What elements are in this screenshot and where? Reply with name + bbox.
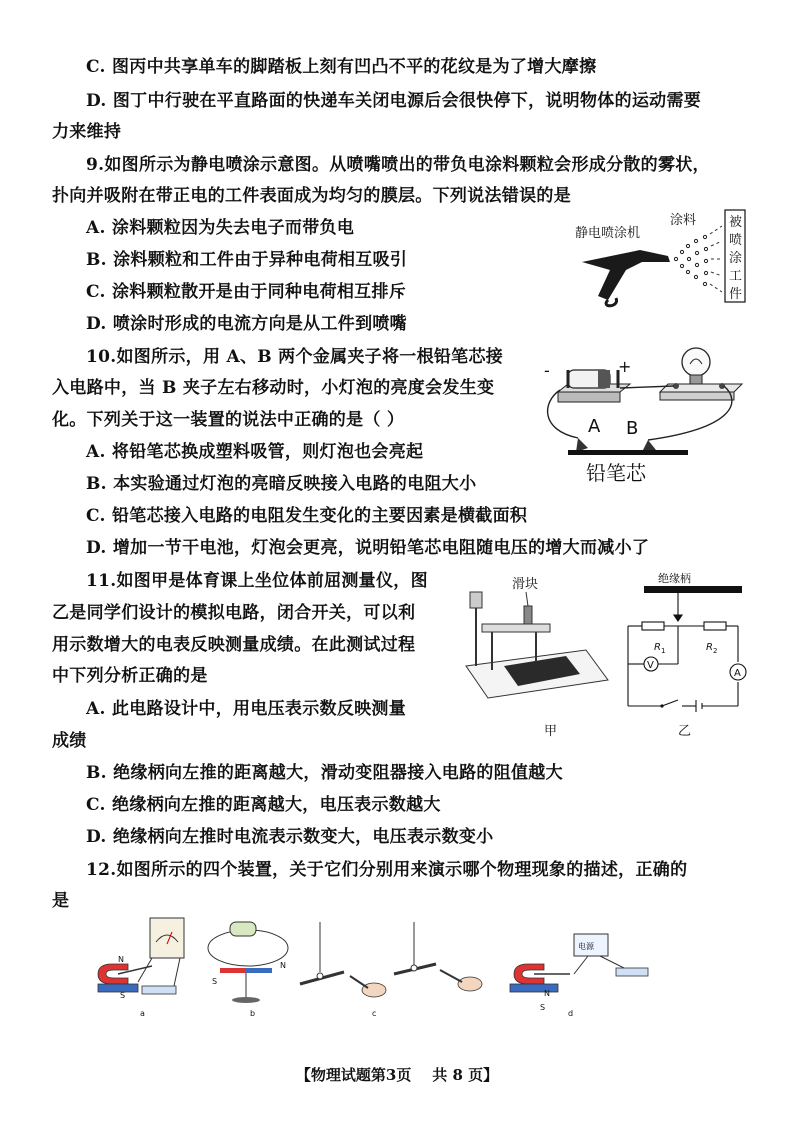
device-c <box>300 922 482 1018</box>
power-supply-label: 电源 <box>578 942 594 951</box>
q9-stem-cont: 扑向并吸附在带正电的工件表面成为均匀的膜层。下列说法错误的是 <box>52 186 571 206</box>
caption-c: c <box>372 1009 377 1018</box>
caption-b: b <box>250 1009 256 1018</box>
q10-stem-cont1: 入电路中，当 B 夹子左右移动时，小灯泡的亮度会发生变 <box>52 378 495 398</box>
plus-label: + <box>618 357 632 376</box>
caption-a: a <box>140 1009 145 1018</box>
compass-s-label: S <box>212 977 218 986</box>
workpiece-char: 工 <box>729 269 743 284</box>
spray-gun-icon <box>582 250 670 306</box>
q9-figure <box>570 204 780 316</box>
q10-figure <box>538 340 748 490</box>
sit-and-reach-device-icon <box>466 592 608 698</box>
magnet-n-label: N <box>118 955 124 964</box>
switch-icon <box>660 704 663 707</box>
workpiece-char: 喷 <box>729 233 743 248</box>
spray-lines <box>710 226 722 292</box>
insulated-handle-bar <box>644 586 742 593</box>
q12-stem: 12.如图所示的四个装置，关于它们分别用来演示哪个物理现象的描述，正确的 <box>86 860 688 880</box>
q10-option-b: B. 本实验通过灯泡的亮暗反映接入电路的电阻大小 <box>86 474 477 494</box>
q10-option-d: D. 增加一节干电池，灯泡会更亮，说明铅笔芯电阻随电压的增大而减小了 <box>86 538 650 558</box>
paint-particles <box>674 235 707 285</box>
workpiece-char: 涂 <box>729 251 743 266</box>
q11-stem-cont3: 中下列分析正确的是 <box>52 666 208 686</box>
device-d <box>510 934 648 1018</box>
compass-n-label: N <box>280 961 286 970</box>
q9-option-b: B. 涂料颗粒和工件由于异种电荷相互吸引 <box>86 250 408 270</box>
magnet-s-label-d: S <box>540 1003 546 1012</box>
pencil-lead-label: 铅笔芯 <box>586 461 646 485</box>
circuit-diagram <box>628 593 738 712</box>
q8-option-c: C. 图丙中共享单车的脚踏板上刻有凹凸不平的花纹是为了增大摩擦 <box>86 57 597 77</box>
magnet-s-label: S <box>120 991 126 1000</box>
handle-label: 绝缘柄 <box>658 572 691 585</box>
q12-figure <box>88 912 668 1022</box>
q10-option-a: A. 将铅笔芯换成塑料吸管，则灯泡也会亮起 <box>86 442 424 462</box>
q11-stem-cont2: 用示数增大的电表反映测量成绩。在此测试过程 <box>52 635 416 655</box>
workpiece-char: 被 <box>729 215 743 230</box>
r2-subscript: 2 <box>713 647 718 655</box>
q9-option-d: D. 喷涂时形成的电流方向是从工件到喷嘴 <box>86 314 407 334</box>
q10-stem-cont2: 化。下列关于这一装置的说法中正确的是（ ） <box>52 410 405 430</box>
q11-stem: 11.如图甲是体育课上坐位体前屈测量仪，图 <box>86 571 428 591</box>
r2-label: R <box>706 642 713 653</box>
q11-option-a: A. 此电路设计中，用电压表示数反映测量 <box>86 699 407 719</box>
q11-option-a-cont: 成绩 <box>52 731 87 751</box>
spray-machine-label: 静电喷涂机 <box>575 226 641 241</box>
q11-stem-cont1: 乙是同学们设计的模拟电路，闭合开关，可以利 <box>52 603 416 623</box>
q11-figure <box>456 570 756 742</box>
voltmeter-label: V <box>647 660 654 671</box>
device-a <box>98 918 184 1018</box>
clip-b-label: B <box>626 418 639 439</box>
clip-a-label: A <box>588 416 601 437</box>
horseshoe-magnet-icon <box>98 964 128 984</box>
q9-option-c: C. 涂料颗粒散开是由于同种电荷相互排斥 <box>86 282 407 302</box>
q9-option-a: A. 涂料颗粒因为失去电子而带负电 <box>86 218 355 238</box>
q9-stem: 9.如图所示为静电喷涂示意图。从喷嘴喷出的带负电涂料颗粒会形成分散的雾状， <box>86 155 710 175</box>
pencil-lead-bar <box>568 450 688 455</box>
label-jia: 甲 <box>544 724 558 739</box>
q11-option-b: B. 绝缘柄向左推的距离越大，滑动变阻器接入电路的阻值越大 <box>86 763 563 783</box>
q8-option-d-cont: 力来维持 <box>52 122 122 142</box>
minus-label: - <box>544 361 550 380</box>
q10-option-c: C. 铅笔芯接入电路的电阻发生变化的主要因素是横截面积 <box>86 506 528 526</box>
r1-label: R <box>654 642 661 653</box>
label-yi: 乙 <box>678 724 692 739</box>
q12-stem-cont: 是 <box>52 891 70 911</box>
q10-stem: 10.如图所示，用 A、B 两个金属夹子将一根铅笔芯接 <box>86 347 504 367</box>
page-footer: 【物理试题第3页 共 8 页】 <box>295 1066 499 1084</box>
q11-option-c: C. 绝缘柄向左推的距离越大，电压表示数越大 <box>86 795 441 815</box>
clip-a-icon <box>576 438 588 452</box>
caption-d: d <box>568 1009 574 1018</box>
q11-option-d: D. 绝缘柄向左推时电流表示数变大，电压表示数变小 <box>86 827 494 847</box>
magnet-n-label-d: N <box>544 989 550 998</box>
paint-label: 涂料 <box>670 213 697 228</box>
device-b <box>208 922 288 1018</box>
q8-option-d: D. 图丁中行驶在平直路面的快递车关闭电源后会很快停下，说明物体的运动需要 <box>86 91 702 111</box>
slider-label: 滑块 <box>512 577 539 592</box>
r1-subscript: 1 <box>661 647 666 655</box>
workpiece-char: 件 <box>729 287 743 302</box>
ammeter-label: A <box>734 668 741 679</box>
